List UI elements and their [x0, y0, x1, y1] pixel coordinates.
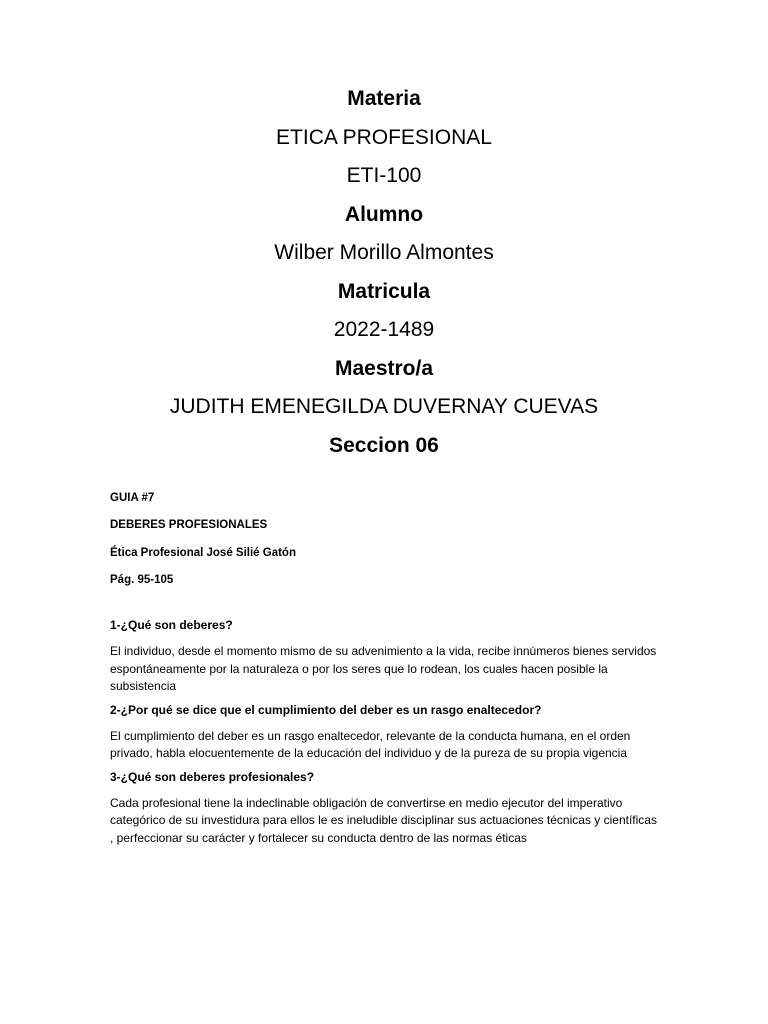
guide-meta — [110, 491, 658, 588]
student-label: Alumno — [344, 202, 424, 226]
enrollment-value: 2022-1489 — [333, 318, 435, 341]
answer-1: El individuo, desde el momento mismo de su advenimiento a la vida, recibe innúmeros bienes servidos espontáneamente por la naturaleza o por los seres que lo rodean, los cuales hacen posible la subsistencia — [110, 644, 657, 693]
guide-book: Ética Profesional José Silié Gatón — [110, 546, 296, 559]
teacher-value: JUDITH EMENEGILDA DUVERNAY CUEVAS — [169, 395, 599, 418]
question-3: 3-¿Qué son deberes profesionales? — [110, 769, 315, 784]
subject-code: ETI-100 — [346, 164, 422, 187]
subject-label: Materia — [347, 87, 421, 110]
enrollment-label: Matricula — [337, 279, 431, 303]
answer-2: El cumplimiento del deber es un rasgo enaltecedor, relevante de la conducta humana, en el orden privado, habla elocuentemente de la educación del individuo y de la pureza de su propia vigencia — [110, 728, 631, 760]
cover-block — [110, 0, 658, 459]
section-label: Seccion 06 — [329, 433, 439, 457]
guide-pages: Pág. 95-105 — [110, 574, 174, 586]
student-value: Wilber Morillo Almontes — [274, 241, 494, 264]
guide-topic: DEBERES PROFESIONALES — [110, 519, 268, 531]
question-2: 2-¿Por qué se dice que el cumplimiento del deber es un rasgo enaltecedor? — [110, 702, 542, 717]
teacher-label: Maestro/a — [334, 356, 434, 380]
answer-3: Cada profesional tiene la indeclinable obligación de convertirse en medio ejecutor del imperativo categórico de su investidura para ellos le es ineludible disciplinar sus actuaciones técnicas y científicas , perfeccionar su carácter y fortalecer su conducta dentro de las normas éticas — [110, 795, 657, 845]
question-1: 1-¿Qué son deberes? — [110, 618, 233, 632]
guide-number: GUIA #7 — [110, 491, 155, 504]
subject-value: ETICA PROFESIONAL — [276, 125, 492, 149]
questions-section — [110, 618, 658, 847]
